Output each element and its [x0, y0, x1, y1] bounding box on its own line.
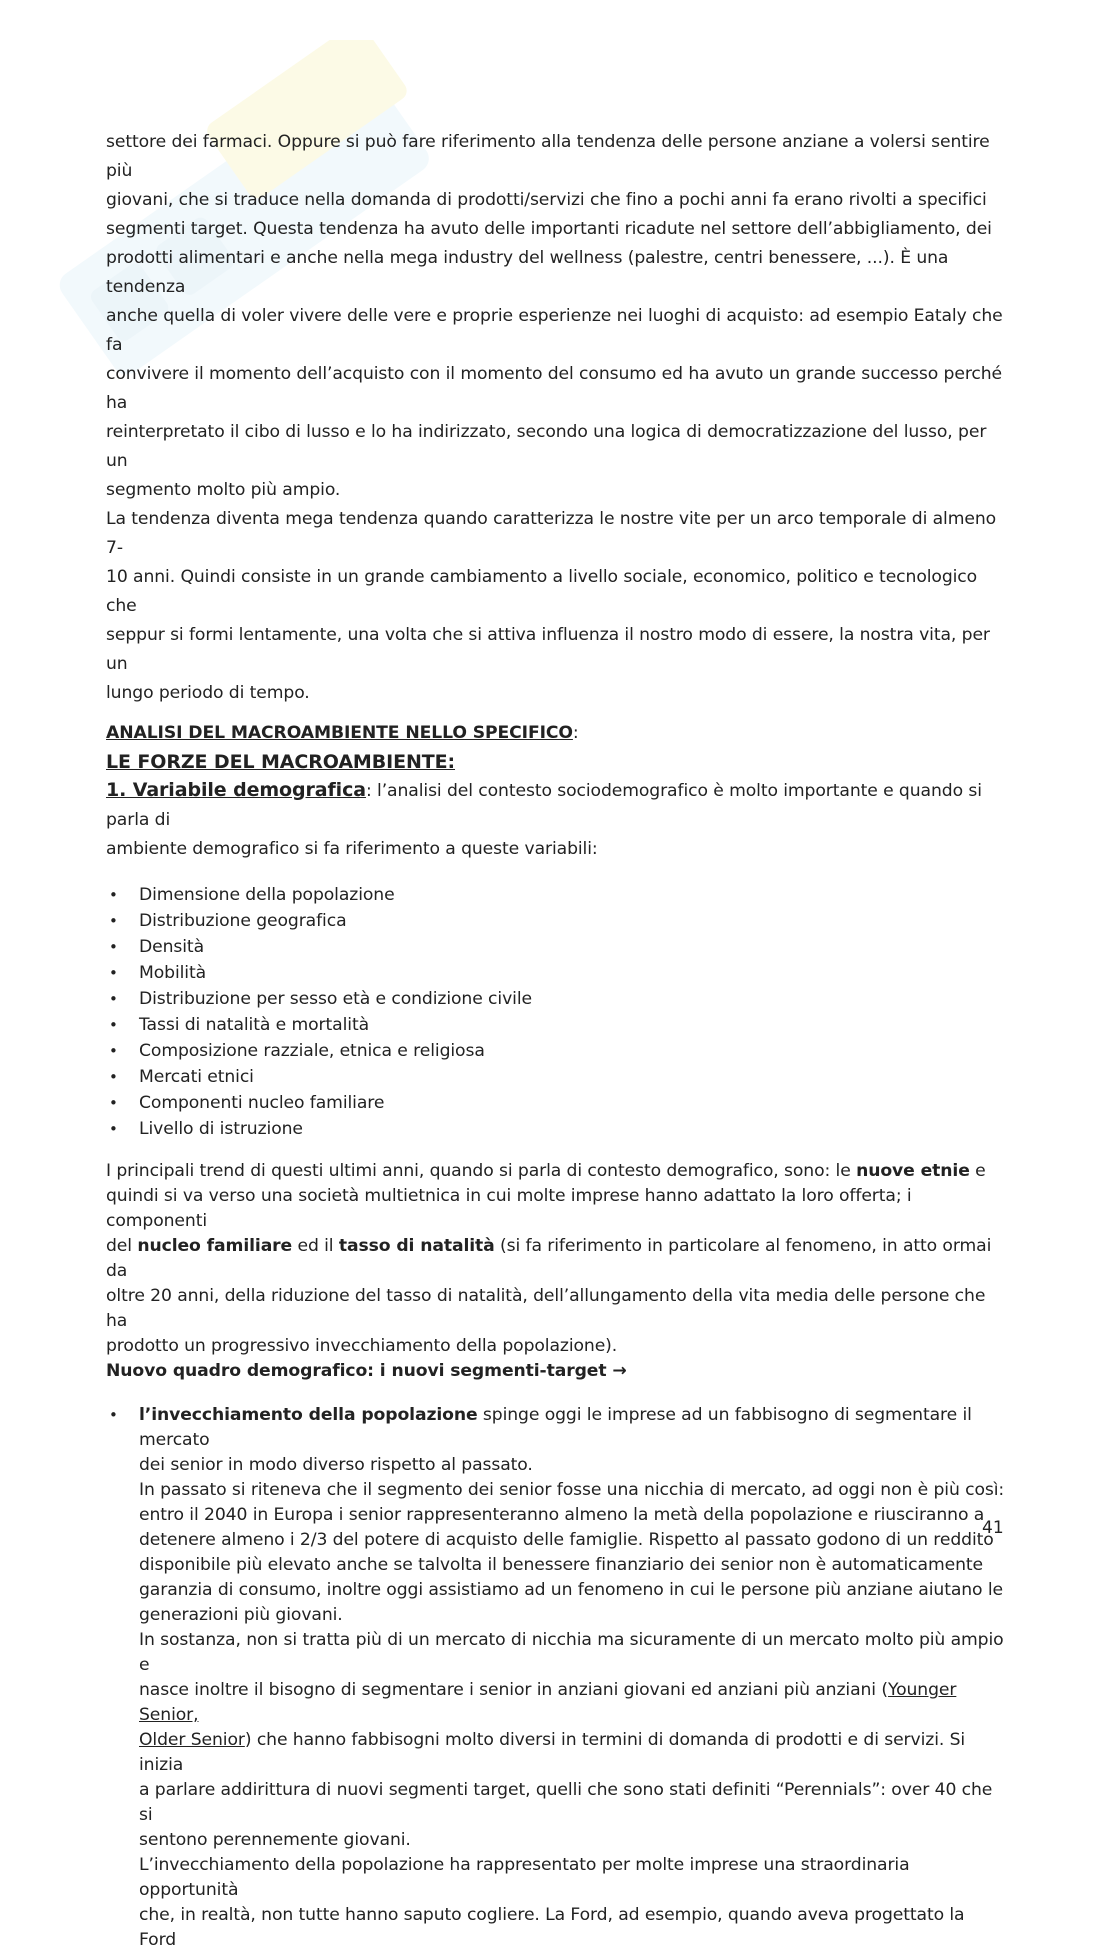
list-item: • Livello di istruzione: [106, 1116, 1006, 1142]
text-line: 10 anni. Quindi consiste in un grande cambiamento a livello sociale, economico, politico e tecnologico che: [106, 567, 978, 616]
text-line: oltre 20 anni, della riduzione del tasso di natalità, dell’allungamento della vita media delle persone che ha: [106, 1286, 986, 1331]
variables-list: [106, 882, 1006, 1142]
list-item: • Mobilità: [106, 960, 1006, 986]
paragraph-trends-intro: [106, 128, 1006, 505]
page-number: 41: [982, 1518, 1004, 1538]
text-line: settore dei farmaci. Oppure si può fare riferimento alla tendenza delle persone anziane a volersi sentire più: [106, 132, 990, 181]
text-line: La tendenza diventa mega tendenza quando caratterizza le nostre vite per un arco temporale di almeno 7-: [106, 509, 997, 558]
text-line: seppur si formi lentamente, una volta che si attiva influenza il nostro modo di essere, la nostra vita, per un: [106, 625, 990, 674]
bold-term: nucleo familiare: [137, 1236, 293, 1256]
text-line: prodotto un progressivo invecchiamento della popolazione).: [106, 1336, 618, 1356]
text-line: segmenti target. Questa tendenza ha avuto delle importanti ricadute nel settore dell’abbigliamento, dei: [106, 219, 992, 239]
list-item: • Distribuzione per sesso età e condizione civile: [106, 986, 1006, 1012]
text-line: quindi si va verso una società multietnica in cui molte imprese hanno adattato la loro offerta; i componenti: [106, 1186, 912, 1231]
text-line: segmento molto più ampio.: [106, 480, 341, 500]
underlined-term: Younger Senior,: [139, 1680, 957, 1725]
list-item: • Componenti nucleo familiare: [106, 1090, 1006, 1116]
text-line: convivere il momento dell’acquisto con il momento del consumo ed ha avuto un grande successo perché ha: [106, 364, 1003, 413]
subheading-nuovo-quadro: Nuovo quadro demografico: i nuovi segmenti-target →: [106, 1361, 627, 1381]
heading-suffix: :: [572, 723, 579, 743]
text-line: anche quella di voler vivere delle vere e proprie esperienze nei luoghi di acquisto: ad esempio Eataly che fa: [106, 306, 1003, 355]
text-line: reinterpretato il cibo di lusso e lo ha indirizzato, secondo una logica di democratizzazione del lusso, per un: [106, 422, 987, 471]
section-heading-analisi: [106, 719, 1006, 748]
list-item-invecchiamento: • l’invecchiamento della popolazione spinge oggi le imprese ad un fabbisogno di segmentare il mercato dei senior in modo diverso rispetto al passato. In passato si riteneva che il segmento dei senior fosse una nicchia di mercato, ad oggi non è più così: entro il 2040 in Europa i senior rappresenteranno almeno la metà della popolazione e riusciranno a detenere almeno i 2/3 del potere di acquisto delle famiglie. Rispetto al passato godono di un reddito disponibile più elevato anche se talvolta il benessere finanziario dei senior non è automaticamente garanzia di consumo, inoltre oggi assistiamo ad un fenomeno in cui le persone più anziane aiutano le generazioni più giovani. In sostanza, non si tratta più di un mercato di nicchia ma sicuramente di un mercato molto più ampio e nasce inoltre il bisogno di segmentare i senior in anziani giovani ed anziani più anziani (Younger Senior, Older Senior) che hanno fabbisogni molto diversi in termini di domanda di prodotti e di servizi. Si inizia a parlare addirittura di nuovi segmenti target, quelli che sono stati definiti “Perennials”: over 40 che si sentono perennemente giovani. L’invecchiamento della popolazione ha rappresentato per molte imprese una straordinaria opportunità che, in realtà, non tutte hanno saputo cogliere. La Ford, ad esempio, quando aveva progettato la Ford: [109, 1405, 1005, 1950]
heading-text: ANALISI DEL MACROAMBIENTE NELLO SPECIFICO: [106, 723, 573, 743]
bullet-icon: •: [109, 886, 118, 904]
bullet-icon: •: [109, 990, 118, 1008]
section-heading-forze: LE FORZE DEL MACROAMBIENTE:: [106, 751, 456, 773]
bullet-icon: •: [109, 938, 118, 956]
bullet-icon: •: [109, 964, 118, 982]
bullet-icon: •: [109, 912, 118, 930]
text-line: ambiente demografico si fa riferimento a queste variabili:: [106, 839, 598, 859]
bullet-icon: •: [109, 1042, 118, 1060]
paragraph-principal-trends: I principali trend di questi ultimi anni, quando si parla di contesto demografico, sono: le nuove etnie e quindi si va verso una società multietnica in cui molte imprese hanno adattato la loro offerta; i componenti del nucleo familiare ed il tasso di natalità (si fa riferimento in particolare al fenomeno, in atto ormai da oltre 20 anni, della riduzione del tasso di natalità, dell’allungamento della vita media delle persone che ha prodotto un progressivo invecchiamento della popolazione). Nuovo quadro demografico: i nuovi segmenti-target →: [106, 1161, 992, 1381]
document-body: [106, 128, 1006, 1953]
bold-term: nuove etnie: [856, 1161, 970, 1181]
bullet-icon: •: [109, 1094, 118, 1112]
list-item: • Distribuzione geografica: [106, 908, 1006, 934]
bold-term: l’invecchiamento della popolazione: [139, 1405, 478, 1425]
underlined-term: Older Senior: [139, 1730, 245, 1750]
list-item: • Mercati etnici: [106, 1064, 1006, 1090]
bullet-icon: •: [109, 1120, 118, 1138]
bullet-icon: •: [109, 1406, 118, 1424]
paragraph-variabile-demografica: [106, 776, 1006, 864]
bold-term: tasso di natalità: [338, 1236, 495, 1256]
list-item: • Tassi di natalità e mortalità: [106, 1012, 1006, 1038]
text-line: giovani, che si traduce nella domanda di prodotti/servizi che fino a pochi anni fa erano rivolti a specifici: [106, 190, 987, 210]
bullet-icon: •: [109, 1068, 118, 1086]
list-item: • Composizione razziale, etnica e religiosa: [106, 1038, 1006, 1064]
text-line: lungo periodo di tempo.: [106, 683, 310, 703]
paragraph-mega-trend: [106, 505, 1006, 708]
text-line: prodotti alimentari e anche nella mega industry del wellness (palestre, centri benessere, ...). È una tendenza: [106, 248, 949, 297]
list-item: • Dimensione della popolazione: [106, 882, 1006, 908]
text-line: : l’analisi del contesto sociodemografico è molto importante e quando si parla di: [106, 781, 982, 830]
variabile-title: 1. Variabile demografica: [106, 779, 366, 801]
list-item: • Densità: [106, 934, 1006, 960]
bullet-icon: •: [109, 1016, 118, 1034]
